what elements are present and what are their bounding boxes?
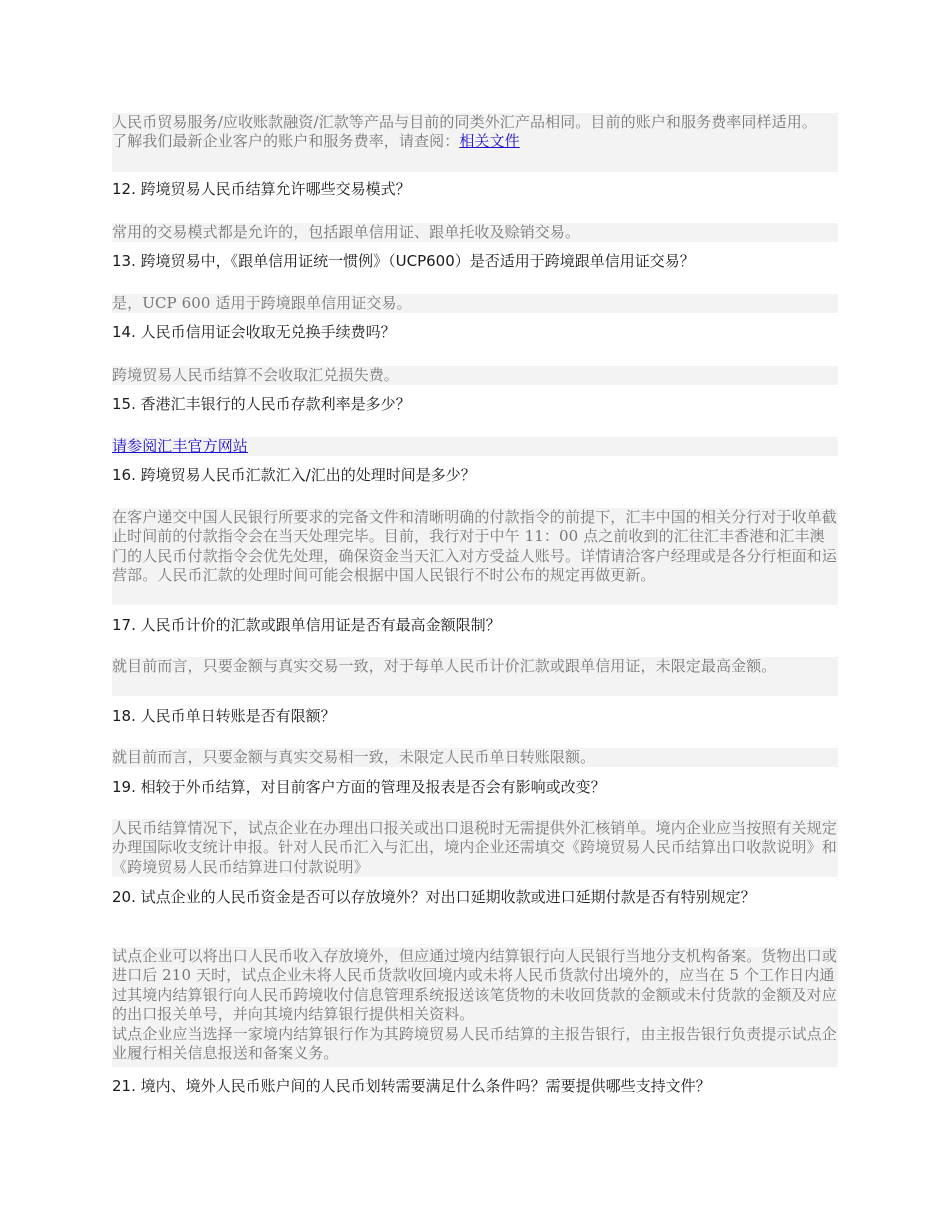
answer-paragraph [112,1025,838,1064]
answer-paragraph [112,437,838,456]
answer-text: 跨境贸易人民币结算不会收取汇兑损失费。 [112,366,399,384]
question-number: 15. [112,395,136,413]
question-text: 人民币单日转账是否有限额？ [140,707,336,725]
faq-question [112,322,838,344]
faq-answer [112,223,838,242]
question-text: 香港汇丰银行的人民币存款利率是多少？ [140,395,411,413]
question-number: 21. [112,1077,136,1095]
answer-text: 试点企业可以将出口人民币收入存放境外，但应通过境内结算银行向人民银行当地分支机构备案。货物出口或进口后 210 天时，试点企业未将人民币货款收回境内或未将人民币货款付出境外的，应当在 5 个工作日内通过其境内结算银行向人民币跨境收付信息管理系统报送该笔货物的未收回货款的金额或未付货款的金额及对应的出口报关单号，并向其境内结算银行提供相关资料。 [112,947,837,1024]
faq-answer [112,508,838,605]
faq-answer [112,113,838,172]
document-link[interactable]: 请参阅汇丰官方网站 [112,437,248,455]
question-number: 14. [112,323,136,341]
faq-answer [112,748,838,767]
question-text: 跨境贸易中，《跟单信用证统一惯例》（UCP600）是否适用于跨境跟单信用证交易？ [140,252,695,270]
answer-text: 在客户递交中国人民银行所要求的完备文件和清晰明确的付款指令的前提下，汇丰中国的相关分行对于收单截止时间前的付款指令会在当天处理完毕。目前，我行对于中午 11：00 点之前收到的汇往汇丰香港和汇丰澳门的人民币付款指令会优先处理，确保资金当天汇入对方受益人账号。详情请洽客户经理或是各分行柜面和运营部。人民币汇款的处理时间可能会根据中国人民银行不时公布的规定再做更新。 [112,508,837,585]
faq-question [112,887,838,909]
answer-paragraph [112,132,838,151]
faq-question [112,179,838,201]
answer-paragraph [112,947,838,1025]
faq-answer [112,819,838,877]
question-text: 人民币信用证会收取无兑换手续费吗？ [140,323,396,341]
faq-question [112,251,838,273]
answer-text: 试点企业应当选择一家境内结算银行作为其跨境贸易人民币结算的主报告银行，由主报告银行负责提示试点企业履行相关信息报送和备案义务。 [112,1024,837,1063]
question-number: 19. [112,778,136,796]
question-number: 20. [112,888,136,906]
faq-answer [112,437,838,456]
faq-question [112,706,838,728]
question-number: 13. [112,252,136,270]
question-number: 17. [112,616,136,634]
question-number: 12. [112,180,136,198]
answer-paragraph [112,294,838,313]
faq-answer [112,947,838,1067]
question-text: 相较于外币结算，对目前客户方面的管理及报表是否会有影响或改变？ [140,778,606,796]
faq-answer [112,657,838,696]
answer-paragraph [112,819,838,877]
document-link[interactable]: 相关文件 [459,132,520,151]
question-text: 人民币计价的汇款或跟单信用证是否有最高金额限制？ [140,616,501,634]
question-text: 跨境贸易人民币汇款汇入/汇出的处理时间是多少？ [140,466,476,484]
answer-paragraph [112,366,838,385]
answer-text: 人民币结算情况下，试点企业在办理出口报关或出口退税时无需提供外汇核销单。境内企业应当按照有关规定办理国际收支统计申报。针对人民币汇入与汇出，境内企业还需填交《跨境贸易人民币结算出口收款说明》和《跨境贸易人民币结算进口付款说明》 [112,819,837,876]
question-text: 跨境贸易人民币结算允许哪些交易模式？ [140,180,411,198]
question-number: 16. [112,466,136,484]
answer-paragraph [112,223,838,242]
faq-question [112,465,838,487]
answer-paragraph [112,508,838,586]
answer-paragraph [112,748,838,767]
answer-text: 人民币贸易服务/应收账款融资/汇款等产品与目前的同类外汇产品相同。目前的账户和服务费率同样适用。 [112,113,817,131]
faq-answer [112,366,838,385]
question-number: 18. [112,707,136,725]
answer-text: 就目前而言，只要金额与真实交易相一致，未限定人民币单日转账限额。 [112,748,596,766]
answer-text: 是，UCP 600 适用于跨境跟单信用证交易。 [112,294,412,312]
answer-text: 了解我们最新企业客户的账户和服务费率，请查阅： [112,132,460,151]
answer-paragraph [112,657,838,676]
question-text: 境内、境外人民币账户间的人民币划转需要满足什么条件吗？需要提供哪些支持文件？ [140,1077,711,1095]
faq-question [112,1076,838,1098]
faq-question [112,777,838,799]
answer-text: 就目前而言，只要金额与真实交易一致，对于每单人民币计价汇款或跟单信用证，未限定最高金额。 [112,657,777,675]
answer-text: 常用的交易模式都是允许的，包括跟单信用证、跟单托收及赊销交易。 [112,223,581,241]
faq-question [112,615,838,637]
faq-question [112,394,838,416]
answer-paragraph [112,113,838,132]
faq-answer [112,294,838,313]
question-text: 试点企业的人民币资金是否可以存放境外？对出口延期收款或进口延期付款是否有特别规定？ [140,888,756,906]
